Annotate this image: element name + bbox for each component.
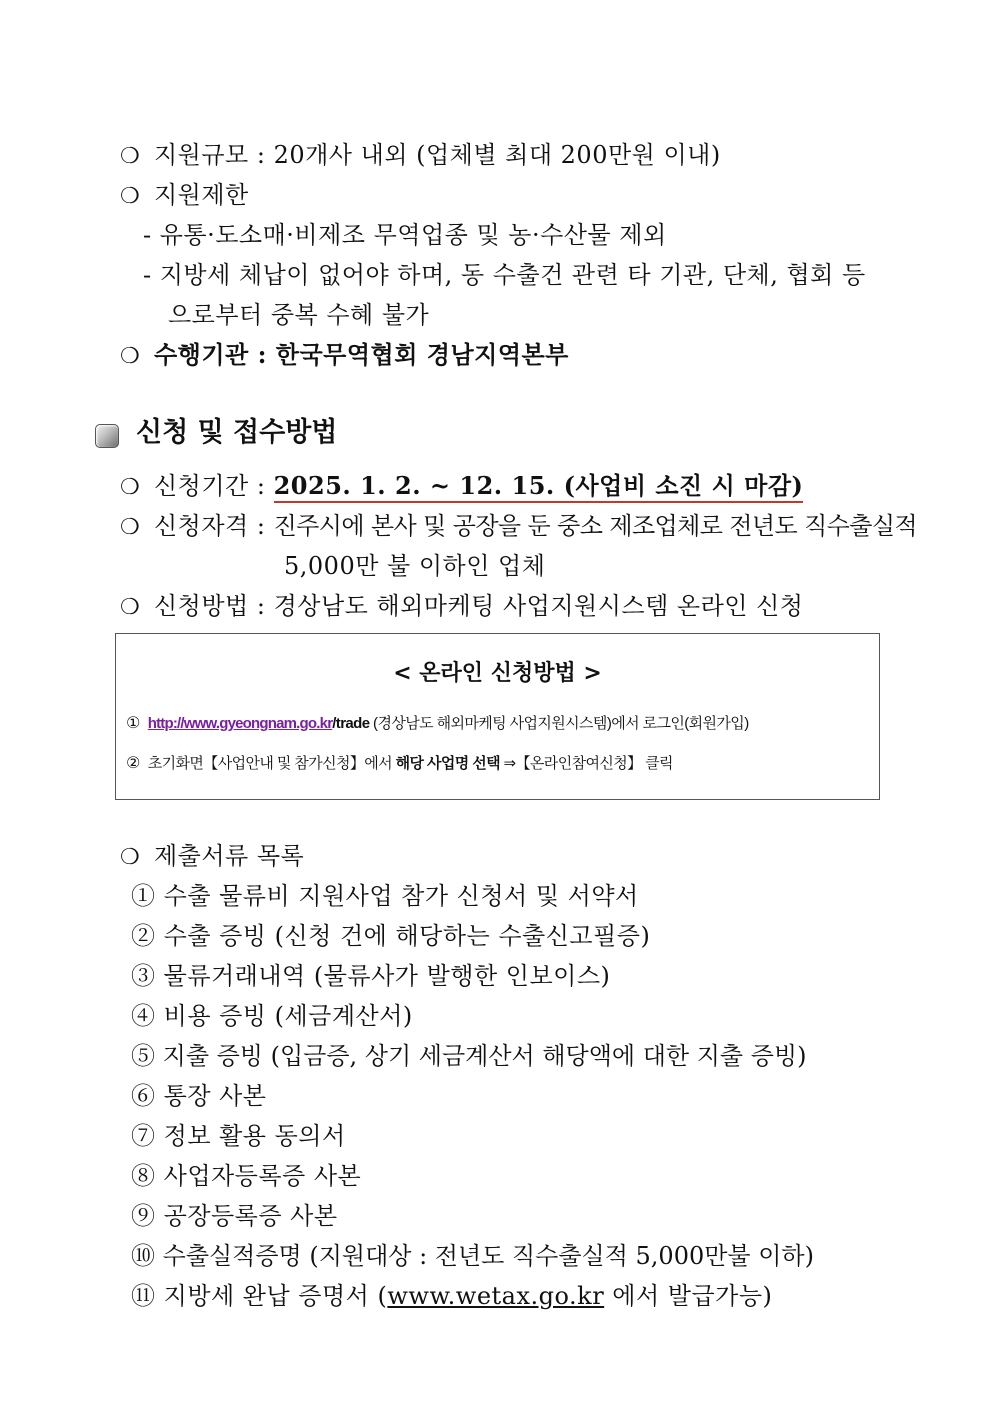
step-1-text: (경상남도 해외마케팅 사업지원시스템)에서 로그인(회원가입) <box>369 715 749 732</box>
support-limit-heading <box>120 179 249 213</box>
step-2-number: ② <box>126 755 140 772</box>
apply-method-line <box>120 590 803 624</box>
circle-bullet-icon: ❍ <box>120 475 141 500</box>
documents-title: 제출서류 목록 <box>154 842 305 870</box>
document-item: ⑧ 사업자등록증 사본 <box>131 1162 362 1190</box>
apply-qualification-value-2: 5,000만 불 이하인 업체 <box>284 552 546 580</box>
circle-bullet-icon: ❍ <box>120 515 141 540</box>
document-item: ③ 물류거래내역 (물류사가 발행한 인보이스) <box>131 962 611 990</box>
support-limit-title: 지원제한 <box>154 181 249 209</box>
circle-bullet-icon: ❍ <box>120 344 141 369</box>
document-item: ⑥ 통장 사본 <box>131 1082 267 1110</box>
apply-method-text: 신청방법 : 경상남도 해외마케팅 사업지원시스템 온라인 신청 <box>154 592 804 620</box>
section-square-icon <box>95 424 119 448</box>
wetax-link[interactable]: www.wetax.go.kr <box>387 1282 605 1310</box>
agency-text: 수행기관 : 한국무역협회 경남지역본부 <box>154 340 569 369</box>
trade-path-text: /trade <box>332 715 370 732</box>
documents-heading <box>120 840 304 874</box>
document-item: ① 수출 물류비 지원사업 참가 신청서 및 서약서 <box>131 882 639 910</box>
support-scale-text: 지원규모 : 20개사 내외 (업체별 최대 200만원 이내) <box>154 141 721 169</box>
gyeongnam-trade-link[interactable]: http://www.gyeongnam.go.kr <box>147 715 333 732</box>
apply-qualification-line <box>120 510 917 544</box>
circle-bullet-icon: ❍ <box>120 595 141 620</box>
agency-line <box>120 339 569 373</box>
document-item-last <box>131 1280 772 1312</box>
circle-bullet-icon: ❍ <box>120 144 141 169</box>
apply-qualification-value: 진주시에 본사 및 공장을 둔 중소 제조업체로 전년도 직수출실적 <box>273 512 918 540</box>
circle-bullet-icon: ❍ <box>120 845 141 870</box>
support-limit-item-2a: - 지방세 체납이 없어야 하며, 동 수출건 관련 타 기관, 단체, 협회 등 <box>143 261 866 289</box>
step-2-bold-text: 해당 사업명 선택 <box>395 755 500 772</box>
online-step-1 <box>126 712 749 733</box>
step-2-text-a: 초기화면【사업안내 및 참가신청】에서 <box>147 755 396 772</box>
online-box-title: < 온라인 신청방법 > <box>393 661 602 686</box>
support-limit-item-2b: 으로부터 중복 수혜 불가 <box>168 301 430 329</box>
document-last-suffix: 에서 발급가능) <box>604 1282 773 1310</box>
apply-period-label: 신청기간 : <box>154 472 274 500</box>
section-title: 신청 및 접수방법 <box>136 417 338 448</box>
circle-bullet-icon: ❍ <box>120 184 141 209</box>
apply-period-value: 2025. 1. 2. ~ 12. 15. (사업비 소진 시 마감) <box>274 471 804 503</box>
document-item: ⑤ 지출 증빙 (입금증, 상기 세금계산서 해당액에 대한 지출 증빙) <box>131 1042 807 1070</box>
document-item: ⑨ 공장등록증 사본 <box>131 1202 338 1230</box>
online-step-2 <box>126 752 673 773</box>
step-1-number: ① <box>126 715 140 732</box>
document-item: ④ 비용 증빙 (세금계산서) <box>131 1002 413 1030</box>
document-item: ⑩ 수출실적증명 (지원대상 : 전년도 직수출실적 5,000만불 이하) <box>131 1242 814 1270</box>
support-limit-item-1: - 유통·도소매·비제조 무역업종 및 농·수산물 제외 <box>143 221 667 249</box>
apply-qualification-label: 신청자격 : <box>154 512 274 540</box>
apply-period-line <box>120 470 803 504</box>
document-item: ② 수출 증빙 (신청 건에 해당하는 수출신고필증) <box>131 922 651 950</box>
document-last-prefix: ⑪ 지방세 완납 증명서 ( <box>131 1282 388 1310</box>
online-application-box <box>115 633 880 800</box>
support-scale-line <box>120 139 721 173</box>
document-item: ⑦ 정보 활용 동의서 <box>131 1122 346 1150</box>
step-2-text-b: ⇒【온라인참여신청】 클릭 <box>499 755 673 772</box>
